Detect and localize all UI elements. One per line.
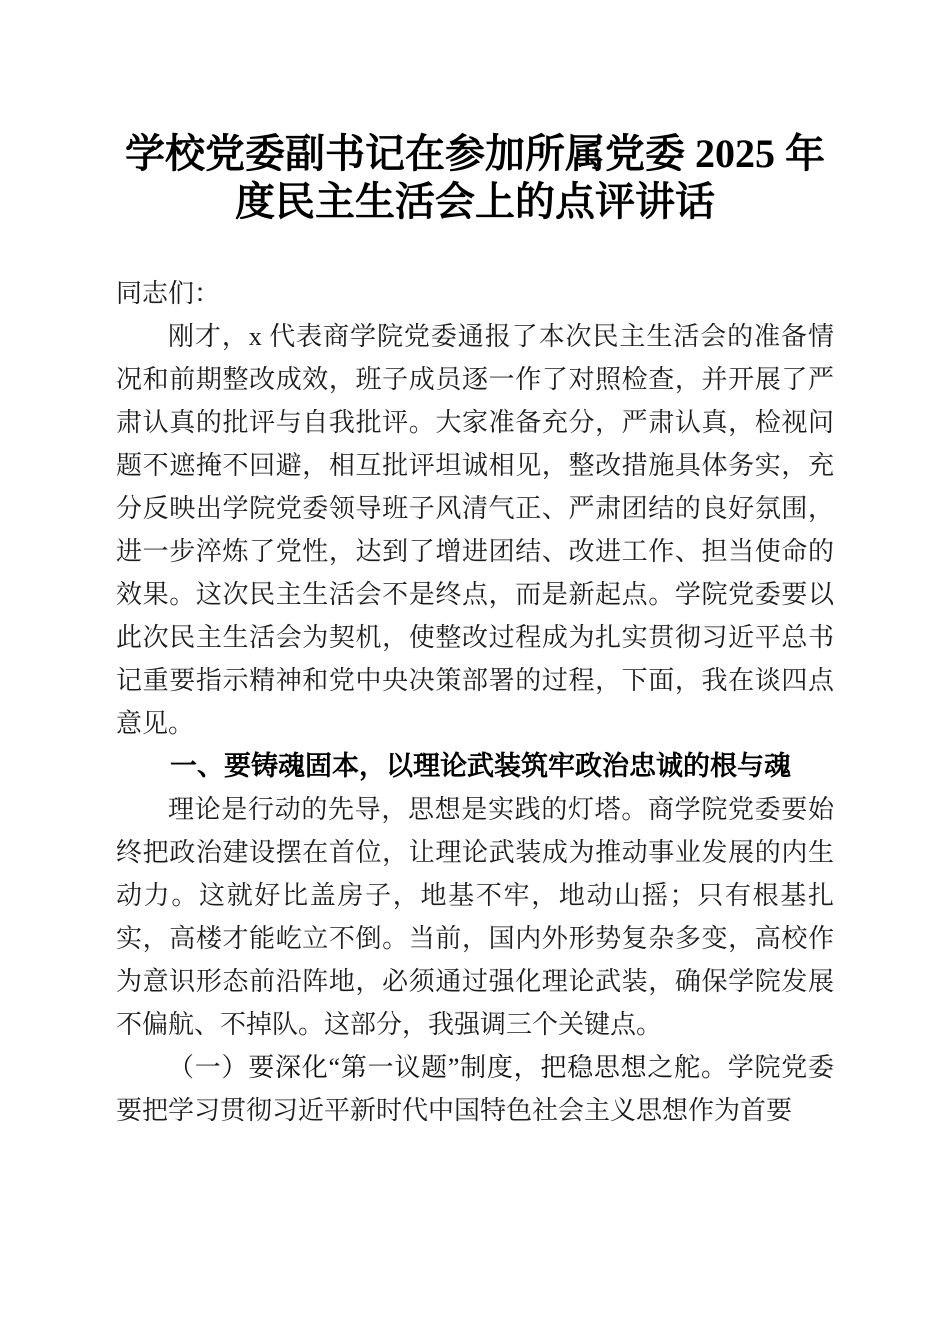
paragraph-theory: 理论是行动的先导，思想是实践的灯塔。商学院党委要始终把政治建设摆在首位，让理论武装成为推动事业发展的内生动力。这就好比盖房子，地基不牢，地动山摇；只有根基扎实，高楼才能屹立不倒。当前，国内外形势复杂多变，高校作为意识形态前沿阵地，必须通过强化理论武装，确保学院发展不偏航、不掉队。这部分，我强调三个关键点。: [116, 795, 834, 1039]
point-1-continuation: 学院党委要把学习贯彻习近平新时代中国特色社会主义思想作为首要: [116, 1053, 834, 1125]
point-1-subheading: （一）要深化“第一议题”制度，把稳思想之舵。: [168, 1053, 728, 1082]
paragraph-point-1: [116, 1046, 834, 1132]
document-title: 学校党委副书记在参加所属党委 2025 年度民主生活会上的点评讲话: [125, 131, 825, 224]
section-heading-1: 一、要铸魂固本，以理论武装筑牢政治忠诚的根与魂: [170, 751, 791, 781]
salutation: 同志们：: [116, 279, 221, 308]
paragraph-opening: 刚才，x 代表商学院党委通报了本次民主生活会的准备情况和前期整改成效，班子成员逐一作了对照检查，并开展了严肃认真的批评与自我批评。大家准备充分，严肃认真，检视问题不遮掩不回避，相互批评坦诚相见，整改措施具体务实，充分反映出学院党委领导班子风清气正、严肃团结的良好氛围，进一步淬炼了党性，达到了增进团结、改进工作、担当使命的效果。这次民主生活会不是终点，而是新起点。学院党委要以此次民主生活会为契机，使整改过程成为扎实贯彻习近平总书记重要指示精神和党中央决策部署的过程，下面，我在谈四点意见。: [116, 322, 834, 738]
